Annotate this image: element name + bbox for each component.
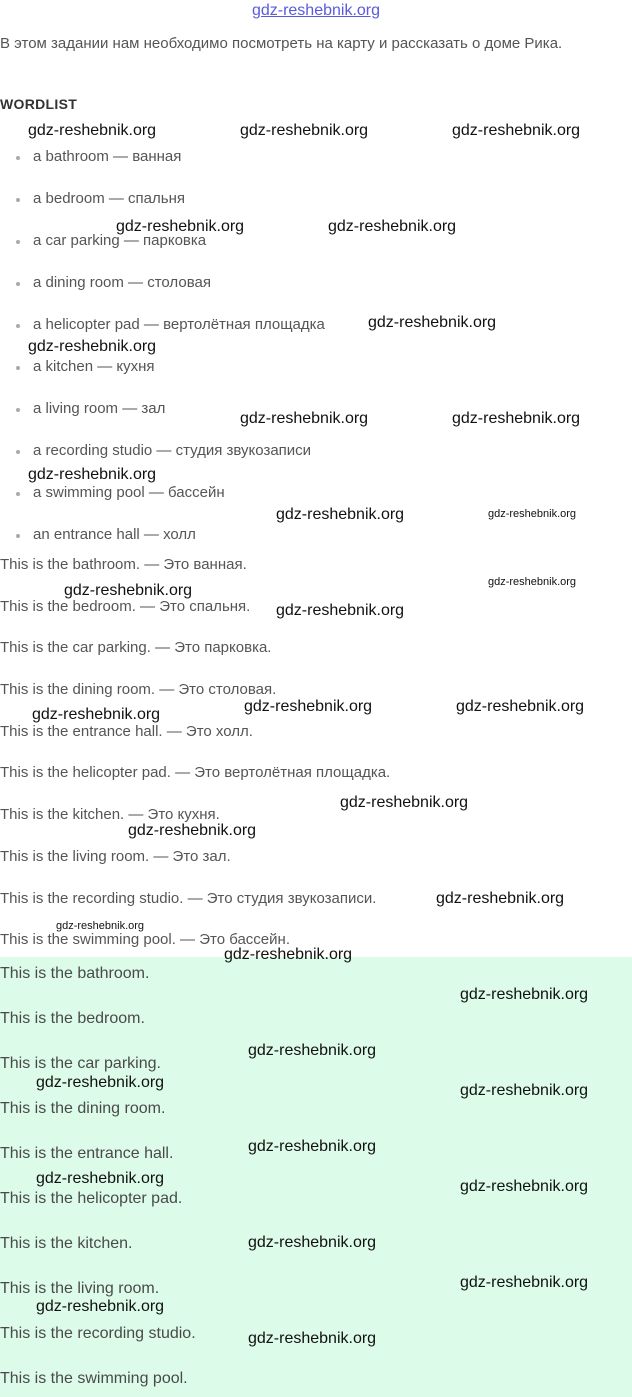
watermark: gdz-reshebnik.org: [128, 822, 257, 839]
answer-line: This is the recording studio.: [0, 1325, 196, 1342]
watermark: gdz-reshebnik.org: [56, 920, 145, 932]
list-item: [0, 220, 632, 262]
watermark: gdz-reshebnik.org: [116, 218, 245, 235]
watermark: gdz-reshebnik.org: [248, 1330, 377, 1347]
bullet-icon: [16, 282, 20, 286]
bullet-icon: [16, 366, 20, 370]
bullet-icon: [16, 198, 20, 202]
list-item-text: a bedroom — спальня: [33, 190, 185, 207]
sentence-line: This is the bathroom. — Это ванная.: [0, 556, 247, 573]
list-item-text: a bathroom — ванная: [33, 148, 182, 165]
watermark: gdz-reshebnik.org: [452, 122, 581, 139]
watermark: gdz-reshebnik.org: [488, 508, 577, 520]
watermark: gdz-reshebnik.org: [36, 1298, 165, 1315]
list-item-text: an entrance hall — холл: [33, 526, 196, 543]
answer-line: This is the car parking.: [0, 1055, 161, 1072]
bullet-icon: [16, 156, 20, 160]
site-header-link[interactable]: gdz-reshebnik.org: [251, 2, 381, 19]
watermark: gdz-reshebnik.org: [328, 218, 457, 235]
sentence-line: This is the swimming pool. — Это бассейн.: [0, 931, 290, 949]
sentence-line: This is the living room. — Это зал.: [0, 847, 231, 865]
watermark: gdz-reshebnik.org: [64, 582, 193, 599]
watermark: gdz-reshebnik.org: [248, 1234, 377, 1251]
watermark: gdz-reshebnik.org: [224, 946, 353, 963]
bullet-icon: [16, 408, 20, 412]
intro-text: В этом задании нам необходимо посмотреть на карту и рассказать о доме Рика.: [0, 35, 563, 52]
watermark: gdz-reshebnik.org: [368, 314, 497, 331]
watermark: gdz-reshebnik.org: [248, 1042, 377, 1059]
list-item: [0, 136, 632, 178]
sentence-line: This is the helicopter pad. — Это вертолётная площадка.: [0, 764, 391, 782]
answer-line: This is the helicopter pad.: [0, 1190, 183, 1207]
list-item-text: a dining room — столовая: [33, 274, 211, 291]
answer-line: This is the entrance hall.: [0, 1145, 174, 1162]
watermark: gdz-reshebnik.org: [340, 794, 469, 811]
watermark: gdz-reshebnik.org: [28, 122, 157, 139]
list-item-text: a helicopter pad — вертолётная площадка: [33, 316, 325, 333]
wordlist-title: WORDLIST: [0, 96, 78, 112]
watermark: gdz-reshebnik.org: [244, 698, 373, 715]
list-item-text: a car parking — парковка: [33, 232, 207, 249]
answer-line: This is the bedroom.: [0, 1010, 145, 1027]
bullet-icon: [16, 324, 20, 328]
watermark: gdz-reshebnik.org: [240, 122, 369, 139]
bullet-icon: [16, 240, 20, 244]
list-item: [0, 262, 632, 304]
watermark: gdz-reshebnik.org: [276, 506, 405, 523]
bullet-icon: [16, 492, 20, 496]
list-item-text: a kitchen — кухня: [33, 358, 155, 375]
watermark: gdz-reshebnik.org: [460, 986, 589, 1003]
watermark: gdz-reshebnik.org: [28, 338, 157, 355]
sentence-line: This is the dining room. — Это столовая.: [0, 681, 277, 699]
list-item-text: a living room — зал: [33, 400, 166, 417]
answer-line: This is the bathroom.: [0, 965, 150, 982]
list-item-text: a recording studio — студия звукозаписи: [33, 442, 312, 459]
answer-line: This is the kitchen.: [0, 1235, 133, 1252]
sentence-line: This is the recording studio. — Это студия звукозаписи.: [0, 889, 377, 907]
watermark: gdz-reshebnik.org: [456, 698, 585, 715]
answer-line: This is the living room.: [0, 1280, 160, 1297]
bullet-icon: [16, 534, 20, 538]
watermark: gdz-reshebnik.org: [276, 602, 405, 619]
bullet-icon: [16, 450, 20, 454]
list-item: [0, 178, 632, 220]
watermark: gdz-reshebnik.org: [488, 576, 577, 588]
watermark: gdz-reshebnik.org: [452, 410, 581, 427]
answer-line: This is the dining room.: [0, 1100, 166, 1117]
sentence-line: This is the car parking. — Это парковка.: [0, 639, 272, 657]
sentence-line: This is the bedroom. — Это спальня.: [0, 597, 251, 615]
list-item-text: a swimming pool — бассейн: [33, 484, 225, 501]
watermark: gdz-reshebnik.org: [460, 1274, 589, 1291]
watermark: gdz-reshebnik.org: [248, 1138, 377, 1155]
sentence-line: This is the entrance hall. — Это холл.: [0, 722, 253, 740]
watermark: gdz-reshebnik.org: [240, 410, 369, 427]
watermark: gdz-reshebnik.org: [460, 1178, 589, 1195]
answer-line: This is the swimming pool.: [0, 1370, 188, 1387]
sentence-line: This is the kitchen. — Это кухня.: [0, 806, 220, 824]
watermark: gdz-reshebnik.org: [436, 890, 565, 907]
watermark: gdz-reshebnik.org: [36, 1170, 165, 1187]
watermark: gdz-reshebnik.org: [32, 706, 161, 723]
watermark: gdz-reshebnik.org: [28, 466, 157, 483]
watermark: gdz-reshebnik.org: [460, 1082, 589, 1099]
watermark: gdz-reshebnik.org: [36, 1074, 165, 1091]
